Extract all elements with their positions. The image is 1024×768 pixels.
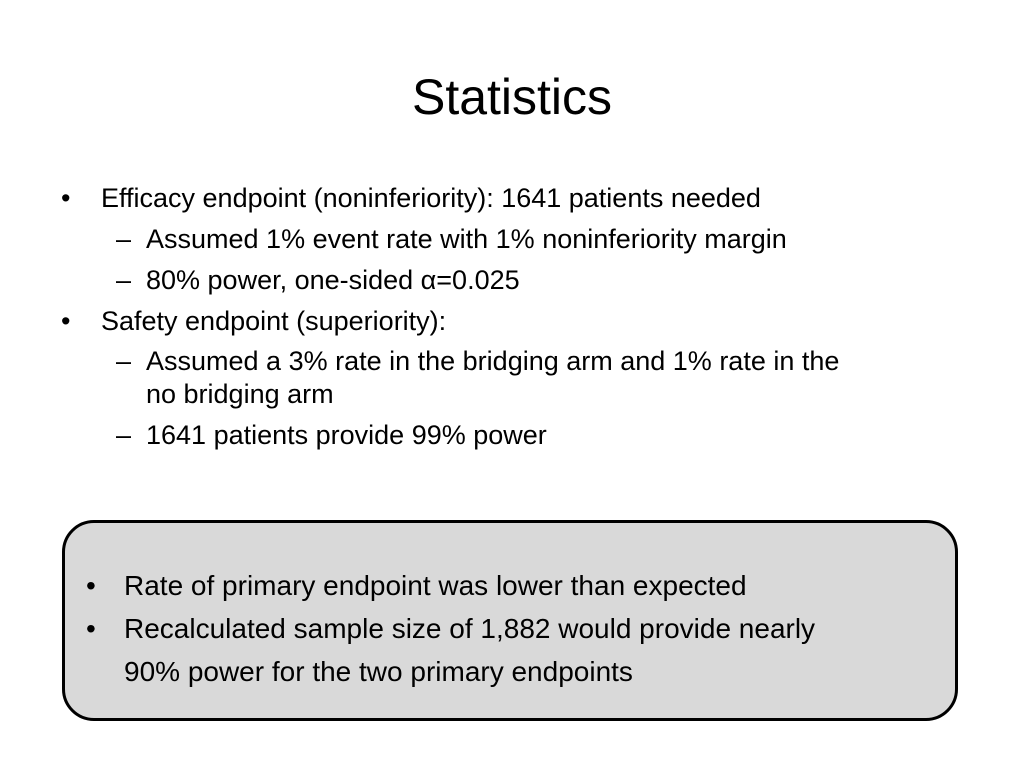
sub-bullet-event-rate xyxy=(116,223,787,255)
bullet-dash-icon: – xyxy=(116,265,132,295)
bullet-dot-icon: • xyxy=(61,183,71,213)
callout-text: Recalculated sample size of 1,882 would provide nearly xyxy=(124,613,816,644)
sub-bullet-bridging-rate-continued xyxy=(146,378,334,410)
bullet-item-efficacy xyxy=(61,182,761,214)
bullet-dash-icon: – xyxy=(116,224,132,254)
bullet-item-safety xyxy=(61,305,447,337)
callout-text: Rate of primary endpoint was lower than expected xyxy=(124,570,747,601)
bullet-text: Assumed a 3% rate in the bridging arm and 1% rate in the xyxy=(146,346,840,376)
bullet-text: Efficacy endpoint (noninferiority): 1641 patients needed xyxy=(101,183,761,213)
bullet-text: Safety endpoint (superiority): xyxy=(101,306,447,336)
bullet-text: 1641 patients provide 99% power xyxy=(146,420,547,450)
bullet-text: no bridging arm xyxy=(146,379,334,409)
callout-item-sample-size-continued xyxy=(124,650,633,693)
callout-text: 90% power for the two primary endpoints xyxy=(124,656,633,687)
summary-callout-box xyxy=(62,520,958,721)
bullet-text: Assumed 1% event rate with 1% noninferiority margin xyxy=(146,224,787,254)
bullet-dash-icon: – xyxy=(116,346,132,376)
bullet-text: 80% power, one-sided α=0.025 xyxy=(146,265,520,295)
bullet-dot-icon: • xyxy=(86,570,96,601)
bullet-dot-icon: • xyxy=(61,306,71,336)
callout-item-lower-rate xyxy=(86,564,747,607)
sub-bullet-safety-power xyxy=(116,419,547,451)
bullet-dash-icon: – xyxy=(116,420,132,450)
bullet-dot-icon: • xyxy=(86,613,96,644)
sub-bullet-power xyxy=(116,264,520,296)
sub-bullet-bridging-rate xyxy=(116,345,840,377)
slide-title: Statistics xyxy=(411,69,613,125)
callout-item-sample-size xyxy=(86,607,816,650)
